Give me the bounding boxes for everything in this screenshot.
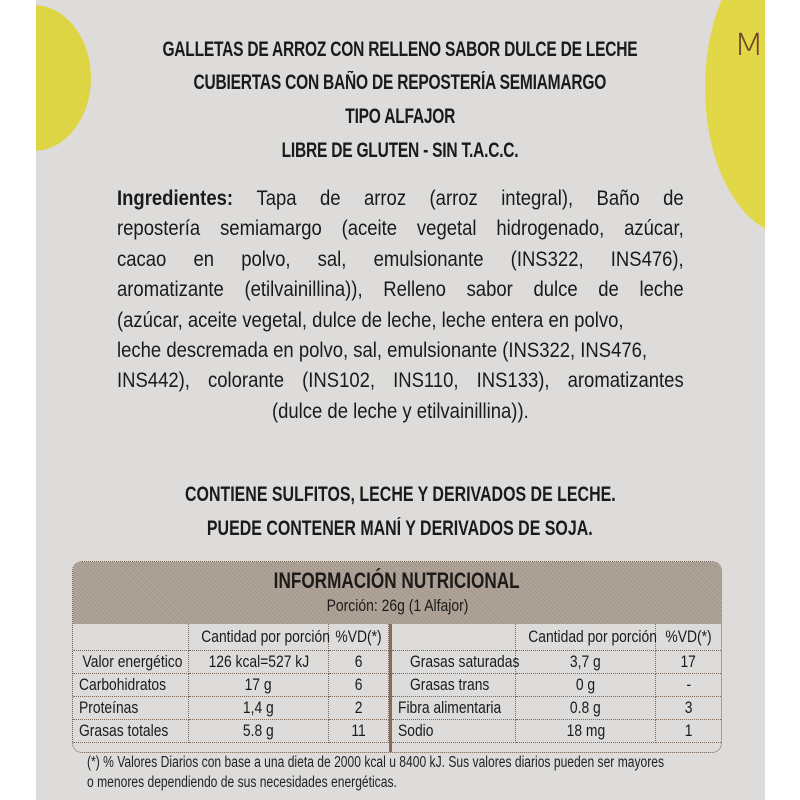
nutrient-name-text: Proteínas [79, 699, 139, 717]
ingredients-line [117, 245, 684, 275]
ingredients-word: INS133), [476, 369, 550, 393]
nutrient-qty [189, 697, 329, 720]
nutrient-name-text: Grasas saturadas [410, 653, 520, 671]
ingredients-line [117, 275, 684, 305]
nutrient-qty-text: 5.8 g [243, 722, 274, 740]
ingredients-word: Relleno [383, 278, 446, 302]
ingredients-word: vegetal [416, 217, 477, 241]
ingredients-word: semiamargo [220, 217, 322, 241]
ingredients-word: sabor [466, 278, 513, 302]
ingredients-word: sal, [317, 247, 347, 271]
nutrient-vd-text: 11 [351, 722, 366, 740]
ingredients-word: arroz [363, 187, 407, 210]
nutrition-facts-table [72, 561, 722, 753]
nutrient-vd-text: 6 [354, 676, 363, 694]
nutrient-qty-text: 18 mg [566, 722, 605, 740]
partial-brand-letter: M [733, 28, 765, 63]
ingredients-word: cacao [117, 247, 167, 271]
product-title-line-3: TIPO ALFAJOR [345, 105, 455, 128]
ingredients-word: (INS102, [302, 369, 376, 393]
nutrient-vd [656, 651, 721, 674]
nutrient-vd [329, 697, 389, 720]
header-vd-text: %VD(*) [665, 628, 712, 646]
header-qty-text: Cantidad por porción [528, 628, 657, 646]
nutrient-name-text: Grasas totales [79, 722, 169, 740]
nutrient-qty-text: 0 g [575, 676, 596, 694]
nutrient-name [392, 674, 516, 697]
nutrient-name-text: Fibra alimentaria [398, 699, 502, 717]
ingredients-line [117, 214, 684, 244]
ingredients-line [117, 397, 684, 427]
ingredients-word: azúcar, [624, 217, 684, 241]
nutrition-title: INFORMACIÓN NUTRICIONAL [274, 568, 520, 593]
ingredients-word: de [319, 187, 341, 210]
product-title-line-4: LIBRE DE GLUTEN - SIN T.A.C.C. [281, 139, 519, 162]
ingredients-line [117, 336, 684, 366]
table-column-divider [389, 624, 392, 752]
ingredients-word: hidrogenado, [496, 217, 605, 241]
ingredients-word: leche [639, 278, 684, 302]
ingredients-word: (aceite [341, 217, 398, 241]
ingredients-word: INS476), [610, 247, 684, 271]
ingredients-word: INS442), [117, 369, 190, 393]
ingredients-word: colorante [208, 369, 285, 393]
nutrient-qty-text: 17 g [245, 676, 272, 694]
header-qty-text: Cantidad por porción [201, 628, 330, 646]
ingredients-word: (dulce de leche y etilvainillina)). [271, 399, 529, 423]
nutrient-qty-text: 3,7 g [570, 653, 601, 671]
ingredients-word: integral), [501, 187, 574, 210]
ingredients-line [117, 306, 684, 336]
nutrient-qty [516, 720, 656, 743]
header-vd [656, 624, 721, 651]
ingredients-word: de [663, 187, 684, 210]
nutrient-vd-text: 17 [680, 653, 697, 671]
nutrient-name-text: Grasas trans [410, 676, 490, 694]
nutrient-qty [516, 697, 656, 720]
ingredients-label: Ingredientes: [117, 187, 234, 210]
ingredients-word: (INS322, [510, 247, 584, 271]
nutrient-qty-text: 1,4 g [243, 699, 274, 717]
ingredients-word: (azúcar, aceite vegetal, dulce de leche, leche entera en polvo, [117, 308, 624, 332]
ingredients-word: Baño [596, 187, 640, 210]
ingredients-word: emulsionante [373, 247, 484, 271]
nutrient-qty [189, 720, 329, 743]
header-empty-cell [392, 624, 516, 651]
ingredients-word: en [193, 247, 215, 271]
ingredients-word: polvo, [241, 247, 291, 271]
nutrient-name [73, 674, 189, 697]
ingredients-word: repostería [117, 217, 201, 241]
ingredients-word: aromatizante [117, 278, 224, 302]
header-qty [189, 624, 329, 651]
nutrient-name [73, 720, 189, 743]
nutrition-header-band [73, 562, 721, 624]
portion-size: Porción: 26g (1 Alfajor) [326, 596, 468, 615]
ingredients-word: dulce [533, 278, 578, 302]
nutrient-qty-text: 0.8 g [570, 699, 601, 717]
nutrient-name [73, 651, 189, 674]
nutrient-qty [189, 674, 329, 697]
ingredients-word: aromatizantes [567, 369, 684, 393]
nutrient-vd [656, 697, 721, 720]
nutrient-vd [656, 720, 721, 743]
ingredients-word: Tapa [256, 187, 297, 210]
nutrient-vd-text: 2 [354, 699, 363, 717]
nutrient-vd-text: - [686, 676, 691, 694]
allergen-warning-contains: CONTIENE SULFITOS, LECHE Y DERIVADOS DE LECHE. [184, 483, 616, 506]
daily-values-footnote: (*) % Valores Diarios con base a una dieta de 2000 kcal u 8400 kJ. Sus valores diarios pueden ser mayores o menores dependiendo de sus necesidades energéticas. [87, 754, 665, 791]
nutrient-vd-text: 6 [354, 653, 363, 671]
ingredients-word: (etilvainillina)), [244, 278, 363, 302]
nutrient-name [392, 697, 516, 720]
nutrient-qty [516, 674, 656, 697]
nutrient-qty [189, 651, 329, 674]
header-qty [516, 624, 656, 651]
nutrient-vd [329, 720, 389, 743]
ingredients-word: de [598, 278, 619, 302]
nutrient-name-text: Sodio [398, 722, 434, 740]
product-title-line-1: GALLETAS DE ARROZ CON RELLENO SABOR DULCE DE LECHE [162, 38, 638, 61]
nutrient-name [392, 651, 520, 674]
ingredients-word: (arroz [429, 187, 478, 210]
ingredients-word: leche descremada en polvo, sal, emulsionante (INS322, INS476, [117, 338, 648, 362]
ingredients-word: INS110, [393, 369, 459, 393]
ingredients-line [117, 366, 684, 396]
ingredients-block [117, 184, 684, 427]
nutrient-vd [329, 674, 389, 697]
header-empty-cell [73, 624, 189, 651]
nutrient-name-text: Carbohidratos [79, 676, 167, 694]
nutrient-vd [329, 651, 389, 674]
ingredients-line [117, 184, 684, 214]
header-vd-text: %VD(*) [335, 628, 382, 646]
nutrient-name-text: Valor energético [82, 653, 183, 671]
nutrient-name [392, 720, 516, 743]
header-vd [329, 624, 389, 651]
nutrient-qty-text: 126 kcal=527 kJ [208, 653, 309, 671]
product-title-line-2: CUBIERTAS CON BAÑO DE REPOSTERÍA SEMIAMARGO [193, 71, 607, 94]
nutrient-qty [516, 651, 656, 674]
allergen-warning-may-contain: PUEDE CONTENER MANÍ Y DERIVADOS DE SOJA. [207, 517, 593, 540]
nutrient-vd-text: 3 [684, 699, 693, 717]
nutrient-name [73, 697, 189, 720]
nutrient-vd-text: 1 [684, 722, 693, 740]
nutrient-vd [656, 674, 721, 697]
